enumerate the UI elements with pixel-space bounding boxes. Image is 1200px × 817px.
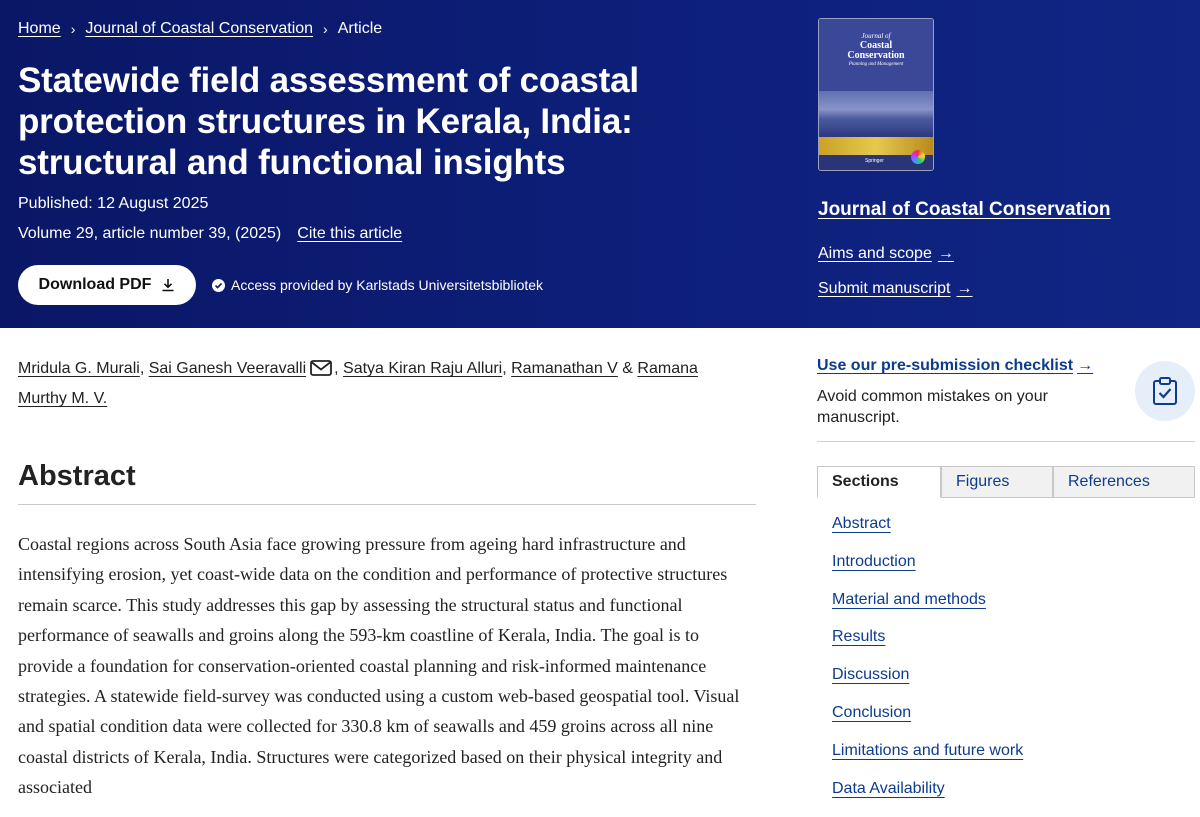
section-link-introduction[interactable]: Introduction: [832, 552, 916, 570]
section-link-results[interactable]: Results: [832, 628, 886, 646]
download-pdf-button[interactable]: [18, 265, 196, 305]
author-separator: &: [617, 360, 638, 377]
article-header: [0, 0, 1200, 328]
cover-publisher: Springer: [865, 158, 884, 164]
section-item: [832, 780, 1023, 817]
abstract-heading: Abstract: [18, 460, 136, 492]
chevron-right-icon: ›: [70, 21, 76, 37]
section-link-methods[interactable]: Material and methods: [832, 590, 986, 608]
arrow-right-icon: →: [1077, 357, 1094, 374]
breadcrumb: [18, 20, 382, 38]
tab-references[interactable]: References: [1053, 466, 1195, 498]
cite-article-link[interactable]: Cite this article: [297, 225, 403, 242]
section-item: [832, 591, 1023, 629]
divider: [817, 441, 1195, 442]
submit-manuscript-link[interactable]: [818, 280, 973, 298]
section-item: [832, 515, 1023, 553]
author-link[interactable]: Mridula G. Murali: [18, 360, 140, 377]
divider: [18, 504, 756, 505]
section-link-limitations[interactable]: Limitations and future work: [832, 741, 1024, 759]
access-notice: [212, 277, 543, 293]
cover-title-line: Conservation: [847, 50, 905, 61]
breadcrumb-home-link[interactable]: Home: [18, 20, 61, 37]
section-navigation: [832, 515, 1023, 817]
cover-title-line: Journal of: [861, 32, 891, 40]
author-separator: ,: [502, 360, 512, 377]
volume-text: Volume 29, article number 39, (2025): [18, 225, 282, 242]
sidebar-tabs: [817, 466, 1195, 500]
journal-title-link[interactable]: Journal of Coastal Conservation: [818, 199, 1111, 220]
section-item: [832, 704, 1023, 742]
author-separator: ,: [139, 360, 149, 377]
arrow-right-icon: →: [937, 245, 954, 262]
aims-scope-link[interactable]: [818, 245, 954, 263]
access-text: Access provided by Karlstads Universitetsbibliotek: [231, 277, 544, 293]
author-link[interactable]: Ramanathan V: [511, 360, 618, 377]
tab-figures[interactable]: Figures: [941, 466, 1053, 498]
volume-info: [18, 225, 402, 243]
cover-title-line: Coastal: [859, 40, 893, 51]
aims-scope-label: Aims and scope: [818, 245, 932, 262]
section-item: [832, 553, 1023, 591]
author-separator: ,: [334, 360, 344, 377]
cover-photo: [819, 91, 933, 137]
section-link-discussion[interactable]: Discussion: [832, 666, 910, 684]
mail-icon[interactable]: [310, 360, 332, 376]
section-item: [832, 666, 1023, 704]
cover-subtitle: Planning and Management: [848, 62, 904, 67]
arrow-right-icon: →: [956, 280, 973, 297]
section-link-conclusion[interactable]: Conclusion: [832, 703, 912, 721]
submit-manuscript-label: Submit manuscript: [818, 280, 951, 297]
section-link-abstract[interactable]: Abstract: [832, 515, 891, 532]
section-item: [832, 742, 1023, 780]
author-link[interactable]: Sai Ganesh Veeravalli: [148, 360, 307, 377]
checklist-link-label: Use our pre-submission checklist: [817, 357, 1074, 374]
clipboard-check-icon: [1135, 361, 1195, 421]
pre-submission-checklist-link[interactable]: [817, 357, 1093, 375]
tab-sections[interactable]: Sections: [817, 466, 941, 498]
chevron-right-icon: ›: [323, 21, 328, 37]
article-title: Statewide field assessment of coastal protection structures in Kerala, India: structural and functional insights: [18, 61, 639, 182]
section-item: [832, 628, 1023, 666]
author-link[interactable]: Ramana Murthy M. V.: [18, 360, 698, 407]
journal-cover-image[interactable]: [818, 18, 934, 171]
author-list: [18, 354, 748, 414]
section-link-data-availability[interactable]: Data Availability: [832, 779, 945, 797]
download-icon: [161, 278, 175, 292]
cover-title: [819, 31, 933, 69]
check-circle-icon: [212, 279, 225, 292]
breadcrumb-journal-link[interactable]: Journal of Coastal Conservation: [85, 20, 314, 37]
author-link[interactable]: Satya Kiran Raju Alluri: [343, 360, 503, 377]
checklist-description: Avoid common mistakes on your manuscript.: [817, 388, 1048, 426]
abstract-text: Coastal regions across South Asia face growing pressure from ageing hard infrastructure and intensifying erosion, yet coast-wide data on the condition and performance of protective structures remain scarce. This study addresses this gap by assessing the structural status and functional performance of seawalls and groins along the 593-km coastline of Kerala, India. The goal is to provide a foundation for conservation-oriented coastal planning and risk-informed maintenance strategies. A statewide field-survey was conducted using a custom web-based geospatial tool. Visual and spatial condition data were collected for 330.8 km of seawalls and 459 groins across all nine coastal districts of Kerala, India. Structures were categorized based on their physical integrity and associated: [18, 534, 740, 798]
published-date: Published: 12 August 2025: [18, 195, 209, 212]
cover-seal-icon: [911, 150, 925, 164]
download-pdf-label: Download PDF: [38, 276, 152, 293]
breadcrumb-current: Article: [337, 20, 383, 37]
